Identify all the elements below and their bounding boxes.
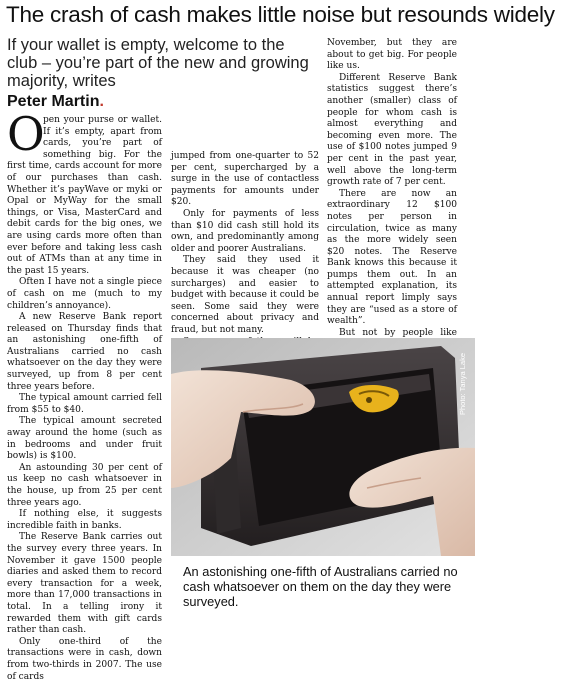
paragraph-text: pen your purse or wallet. If it’s empty, apart from cards, you’re part of something big. For the first time, cards account for more of our purchases than cash. Whether it’s payWave or myki or Opal or MyWay for the small things, or Visa, MasterCard and debit cards for the big ones, we are using cards more often than ever before and taking less cash out of ATMs than at any time in the past 15 years. — [7, 115, 162, 276]
paragraph: November, but they are about to get big. For people like us. — [327, 38, 457, 72]
paragraph: But not by people like — [339, 327, 457, 338]
drop-cap: O — [7, 107, 45, 161]
paragraph: They said they used it because it was cheaper (no surcharges) and easier to budget with because it could be seen. Some said they were concerned about privacy and fraud, but not many. — [171, 255, 319, 335]
paragraph: The typical amount secreted away around the home (such as in bedrooms and under fruit bowls) is $100. — [7, 416, 162, 462]
empty-wallet-illustration — [171, 338, 475, 556]
paragraph: Different Reserve Bank statistics suggest there’s another (smaller) class of people for whom cash is almost everything and becoming even more. The use of $100 notes jumped 9 per cent in the past year, well above the long-term growth rate of 7 per cent. — [327, 72, 457, 188]
paragraph: Only one-third of the transactions were in cash, down from two-thirds in 2007. The use of cards — [7, 636, 162, 682]
headline: The crash of cash makes little noise but resounds widely — [6, 2, 555, 27]
photo-caption: An astonishing one-fifth of Australians carried no cash whatsoever on them on the day they were surveyed. — [183, 564, 458, 609]
paragraph: The typical amount carried fell from $55 to $40. — [7, 393, 162, 415]
paragraph: If nothing else, it suggests incredible faith in banks. — [7, 509, 162, 531]
paragraph: The Reserve Bank carries out the survey every three years. In November it gave 1500 people diaries and asked them to record every transaction for a week, more than 17,000 transactions in total. In a telling irony it rewarded them with gift cards rather than cash. — [7, 532, 162, 636]
article-column-2 — [171, 151, 319, 336]
article-photo — [171, 338, 475, 556]
author-name: Peter Martin — [7, 93, 100, 110]
paragraph: jumped from one-quarter to 52 per cent, supercharged by a surge in the use of contactless payments for amounts under $20. — [171, 151, 319, 208]
paragraph — [7, 107, 162, 277]
paragraph: There are now an extraordinary 12 $100 notes per person in circulation, twice as many as the more widely seen $20 notes. The Reserve Bank knows this because it pumps them out. In an attempted explanation, its annual report limply says they are “used as a store of wealth”. — [327, 188, 457, 327]
byline-full-stop: . — [99, 93, 104, 110]
paragraph: Only for payments of less than $10 did cash still hold its own, and predominantly among older and poorer Australians. — [171, 208, 319, 254]
article-column-3 — [327, 38, 457, 336]
standfirst: If your wallet is empty, welcome to the club – you’re part of the new and growing majority, writes — [7, 36, 309, 90]
paragraph: Often I have not a single piece of cash on me (much to my children’s annoyance). — [7, 277, 162, 311]
paragraph: An astounding 30 per cent of us keep no cash whatsoever in the house, up from 25 per cent three years ago. — [7, 462, 162, 508]
article-column-1 — [7, 107, 162, 682]
photo-credit: Photo: Tanya Lake — [458, 353, 467, 415]
paragraph: A new Reserve Bank report released on Thursday finds that an astonishing one-fifth of Australians carried no cash whatsoever on the day they were surveyed, up from 8 per cent three years before. — [7, 312, 162, 392]
